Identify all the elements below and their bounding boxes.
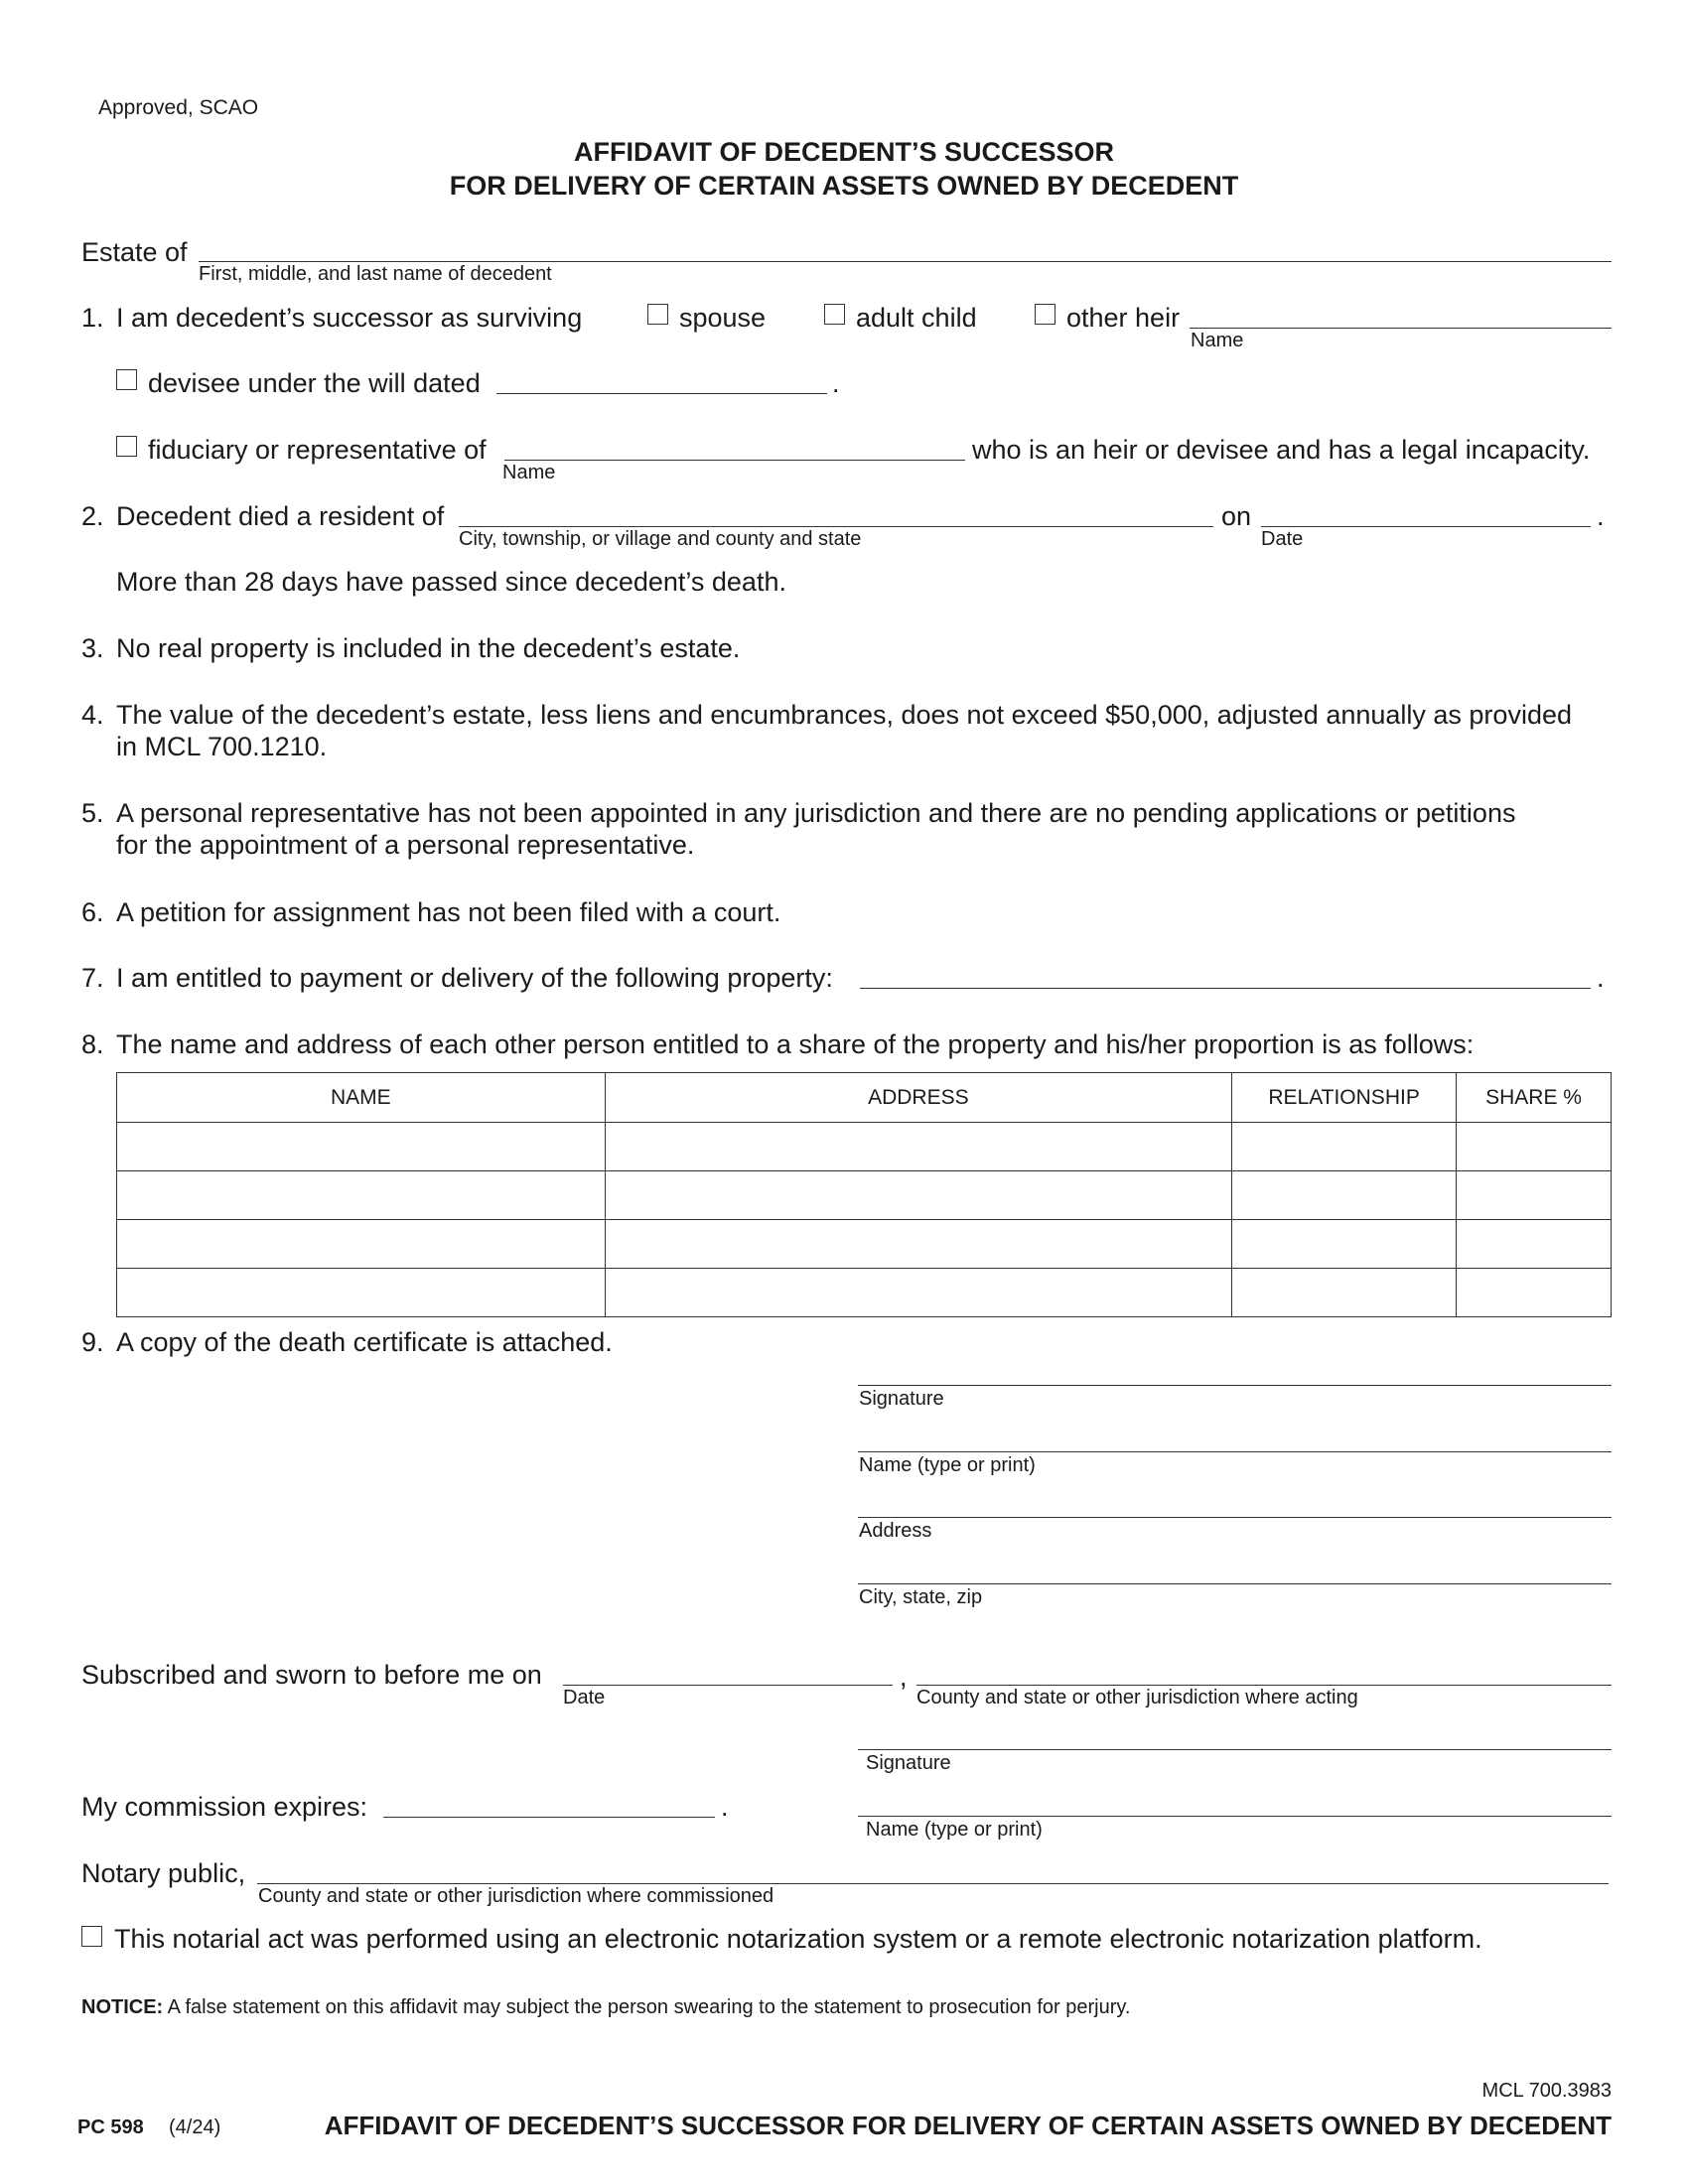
notary-name-caption: Name (type or print) bbox=[866, 1819, 1043, 1841]
other-heir-name-caption: Name bbox=[1191, 330, 1244, 351]
table-header-row bbox=[117, 1073, 1612, 1123]
residence-caption: City, township, or village and county and state bbox=[459, 528, 862, 550]
item2-text: Decedent died a resident of bbox=[116, 501, 445, 531]
table-row bbox=[117, 1171, 1612, 1220]
fiduciary-label: fiduciary or representative of bbox=[148, 435, 487, 465]
notary-signature-caption: Signature bbox=[866, 1752, 951, 1774]
will-date-field[interactable] bbox=[496, 393, 827, 394]
name-cell[interactable] bbox=[117, 1171, 606, 1220]
item7-period: . bbox=[1597, 963, 1605, 993]
table-row bbox=[117, 1123, 1612, 1171]
approval-note: Approved, SCAO bbox=[98, 96, 259, 119]
electronic-notarization-checkbox[interactable] bbox=[81, 1926, 102, 1947]
item9-number: 9. bbox=[81, 1327, 104, 1357]
other-heir-checkbox[interactable] bbox=[1035, 304, 1055, 325]
subscribed-label: Subscribed and sworn to before me on bbox=[81, 1660, 542, 1690]
item2-days-statement: More than 28 days have passed since decedent’s death. bbox=[116, 567, 786, 597]
item4-line2: in MCL 700.1210. bbox=[116, 732, 328, 761]
item1-number: 1. bbox=[81, 303, 104, 333]
notary-public-label: Notary public, bbox=[81, 1858, 246, 1888]
affiant-address-field[interactable] bbox=[858, 1517, 1612, 1518]
commission-period: . bbox=[721, 1792, 729, 1822]
item2-period: . bbox=[1597, 501, 1605, 531]
adult-child-checkbox[interactable] bbox=[824, 304, 845, 325]
notice-label: NOTICE: bbox=[81, 1996, 164, 2018]
item9-text: A copy of the death certificate is attached. bbox=[116, 1327, 613, 1357]
table-row bbox=[117, 1269, 1612, 1317]
sworn-date-caption: Date bbox=[563, 1687, 606, 1708]
sworn-comma: , bbox=[900, 1662, 908, 1692]
table-row bbox=[117, 1220, 1612, 1269]
property-field[interactable] bbox=[860, 988, 1591, 989]
item6-number: 6. bbox=[81, 897, 104, 927]
name-cell[interactable] bbox=[117, 1220, 606, 1269]
commission-label: My commission expires: bbox=[81, 1792, 368, 1822]
item1-text: I am decedent’s successor as surviving bbox=[116, 303, 583, 333]
address-cell[interactable] bbox=[605, 1171, 1232, 1220]
statute-reference: MCL 700.3983 bbox=[1481, 2080, 1612, 2102]
estate-label: Estate of bbox=[81, 237, 188, 267]
adult-child-label: adult child bbox=[856, 303, 977, 333]
form-title-line2: FOR DELIVERY OF CERTAIN ASSETS OWNED BY DECEDENT bbox=[449, 171, 1239, 201]
affiant-name-field[interactable] bbox=[858, 1451, 1612, 1452]
item3-text: No real property is included in the decedent’s estate. bbox=[116, 633, 741, 663]
affiant-name-caption: Name (type or print) bbox=[859, 1454, 1036, 1476]
notice bbox=[81, 1995, 1130, 2019]
item8-number: 8. bbox=[81, 1029, 104, 1059]
item8-text: The name and address of each other person entitled to a share of the property and his/her proportion is as follows: bbox=[116, 1029, 1475, 1059]
relationship-cell[interactable] bbox=[1232, 1269, 1457, 1317]
sworn-date-field[interactable] bbox=[563, 1685, 893, 1686]
relationship-cell[interactable] bbox=[1232, 1123, 1457, 1171]
item3-number: 3. bbox=[81, 633, 104, 663]
notary-name-field[interactable] bbox=[858, 1816, 1612, 1817]
share-cell[interactable] bbox=[1457, 1220, 1612, 1269]
devisee-label: devisee under the will dated bbox=[148, 368, 481, 398]
notary-signature-field[interactable] bbox=[858, 1749, 1612, 1750]
fiduciary-tail: who is an heir or devisee and has a legal incapacity. bbox=[972, 435, 1591, 465]
footer-title: AFFIDAVIT OF DECEDENT’S SUCCESSOR FOR DELIVERY OF CERTAIN ASSETS OWNED BY DECEDENT bbox=[324, 2111, 1612, 2140]
column-header-address: ADDRESS bbox=[605, 1073, 1232, 1123]
electronic-notarization-label: This notarial act was performed using an electronic notarization system or a remote electronic notarization platform. bbox=[114, 1924, 1482, 1954]
commissioned-jurisdiction-caption: County and state or other jurisdiction where commissioned bbox=[258, 1885, 774, 1907]
affiant-signature-field[interactable] bbox=[858, 1385, 1612, 1386]
spouse-checkbox[interactable] bbox=[647, 304, 668, 325]
spouse-label: spouse bbox=[679, 303, 767, 333]
item7-number: 7. bbox=[81, 963, 104, 993]
affiant-city-caption: City, state, zip bbox=[859, 1586, 983, 1608]
devisee-period: . bbox=[832, 368, 840, 398]
column-header-name: NAME bbox=[117, 1073, 606, 1123]
share-cell[interactable] bbox=[1457, 1269, 1612, 1317]
death-date-field[interactable] bbox=[1261, 526, 1591, 527]
address-cell[interactable] bbox=[605, 1269, 1232, 1317]
beneficiaries-table bbox=[116, 1072, 1612, 1317]
name-cell[interactable] bbox=[117, 1123, 606, 1171]
item4-line1: The value of the decedent’s estate, less liens and encumbrances, does not exceed $50,000, adjusted annually as provided bbox=[116, 700, 1572, 730]
form-id: PC 598 bbox=[77, 2116, 144, 2138]
item5-line2: for the appointment of a personal representative. bbox=[116, 830, 695, 860]
relationship-cell[interactable] bbox=[1232, 1220, 1457, 1269]
other-heir-label: other heir bbox=[1066, 303, 1181, 333]
column-header-share: SHARE % bbox=[1457, 1073, 1612, 1123]
form-revision: (4/24) bbox=[169, 2116, 221, 2138]
relationship-cell[interactable] bbox=[1232, 1171, 1457, 1220]
item7-text: I am entitled to payment or delivery of the following property: bbox=[116, 963, 833, 993]
acting-jurisdiction-caption: County and state or other jurisdiction where acting bbox=[916, 1687, 1358, 1708]
decedent-name-caption: First, middle, and last name of decedent bbox=[199, 263, 552, 285]
affiant-city-field[interactable] bbox=[858, 1583, 1612, 1584]
other-heir-name-field[interactable] bbox=[1190, 328, 1612, 329]
devisee-checkbox[interactable] bbox=[116, 369, 137, 390]
column-header-relationship: RELATIONSHIP bbox=[1232, 1073, 1457, 1123]
item2-number: 2. bbox=[81, 501, 104, 531]
item5-line1: A personal representative has not been appointed in any jurisdiction and there are no pending applications or petitions bbox=[116, 798, 1516, 828]
notice-text: A false statement on this affidavit may subject the person swearing to the statement to prosecution for perjury. bbox=[167, 1996, 1131, 2018]
affiant-signature-caption: Signature bbox=[859, 1388, 944, 1410]
item5-number: 5. bbox=[81, 798, 104, 828]
item2-on: on bbox=[1221, 501, 1252, 531]
address-cell[interactable] bbox=[605, 1220, 1232, 1269]
item6-text: A petition for assignment has not been filed with a court. bbox=[116, 897, 781, 927]
fiduciary-name-field[interactable] bbox=[504, 460, 965, 461]
death-date-caption: Date bbox=[1261, 528, 1304, 550]
fiduciary-checkbox[interactable] bbox=[116, 436, 137, 457]
affiant-address-caption: Address bbox=[859, 1520, 932, 1542]
form-title-line1: AFFIDAVIT OF DECEDENT’S SUCCESSOR bbox=[573, 137, 1115, 167]
share-cell[interactable] bbox=[1457, 1123, 1612, 1171]
share-cell[interactable] bbox=[1457, 1171, 1612, 1220]
name-cell[interactable] bbox=[117, 1269, 606, 1317]
item4-number: 4. bbox=[81, 700, 104, 730]
commission-date-field[interactable] bbox=[383, 1817, 715, 1818]
address-cell[interactable] bbox=[605, 1123, 1232, 1171]
fiduciary-name-caption: Name bbox=[502, 462, 556, 483]
